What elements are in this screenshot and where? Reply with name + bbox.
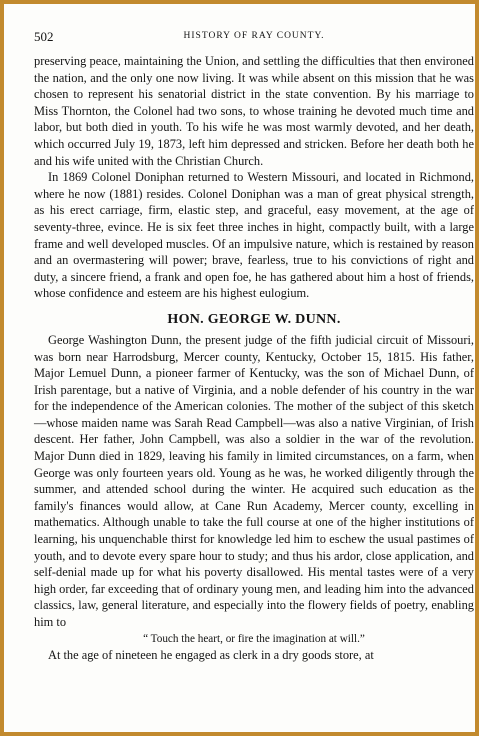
paragraph-doniphan-return: In 1869 Colonel Doniphan returned to Western Missouri, and located in Richmond, where he now (1881) resides. Colonel Doniphan was a man of great physical strength, as his erect carriage, firm, elastic step, and graceful, easy movement, at the age of seventy-three, evince. He is six feet three inches in hight, compactly built, with a large frame and well developed muscles. Of an impulsive nature, which is restained by reason and an overmastering will power; brave, fearless, true to his convictions of right and duty, a sincere friend, a frank and open foe, he has gathered about him a host of friends, whose confidence and esteem are his highest eulogium.: [34, 170, 474, 301]
running-title: HISTORY OF RAY COUNTY.: [183, 31, 325, 41]
page-number: 502: [34, 29, 54, 44]
paragraph-continuation: preserving peace, maintaining the Union, and settling the difficulties that then environed the nation, and the only one now living. It was while absent on this mission that he was chosen to represent his senatorial district in the state convention. By his marriage to Miss Thornton, the Colonel had two sons, to whose training he devoted much time and labor, but both died in youth. To his wife he was most warmly devoted, and her death, which occurred July 19, 1873, left him depressed and stricken. Before her death both he and his wife united with the Christian Church.: [34, 54, 474, 168]
poetry-quote: “ Touch the heart, or fire the imagination at will.”: [143, 632, 365, 645]
book-page: [34, 29, 474, 664]
page-header: [34, 29, 474, 49]
section-heading: HON. GEORGE W. DUNN.: [167, 311, 341, 327]
paragraph-clerk: At the age of nineteen he engaged as clerk in a dry goods store, at: [48, 648, 374, 663]
paragraph-dunn-biography: George Washington Dunn, the present judge of the fifth judicial circuit of Missouri, was born near Harrodsburg, Mercer county, Kentucky, October 15, 1815. His father, Major Lemuel Dunn, a pioneer farmer of Kentucky, was the son of Michael Dunn, of Irish parentage, but a native of Virginia, and a noble defender of his country in the war for the independence of the American colonies. The mother of the subject of this sketch—whose maiden name was Sarah Read Campbell—was also a native Virginian, of Irish descent. Her father, John Campbell, was also a soldier in the war of the revolution. Major Dunn died in 1829, leaving his family in limited circumstances, on a farm, when George was only fourteen years old. Young as he was, he worked diligently through the summer, and attended school during the winter. He acquired such education as the family's finances would allow, at Cane Run Academy, Mercer county, excelling in mathematics. Although unable to take the full course at one of the higher institutions of learning, his unquenchable thirst for knowledge led him to eschew the usual pastimes of youth, and to devote every spare hour to study; and thus his ardor, close application, and self-denial made up for what his poverty disallowed. His mental tastes were of a very high order, far exceeding that of ordinary young men, and leading him into the advanced classics, law, general literature, and especially into the flowery fields of poetry, enabling him to: [34, 332, 474, 629]
